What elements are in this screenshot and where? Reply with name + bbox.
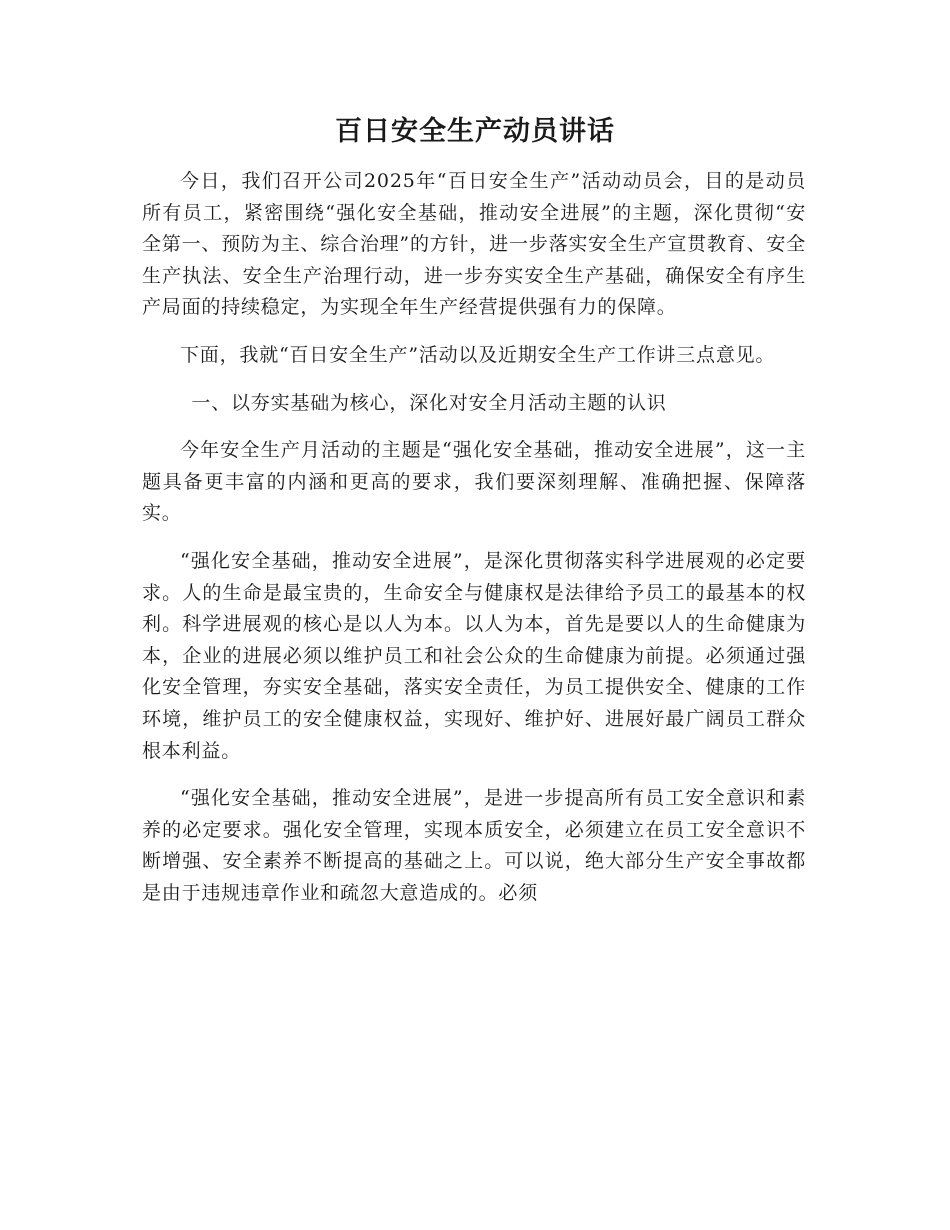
document-title: 百日安全生产动员讲话 [335,116,615,147]
paragraph-scientific-development: “强化安全基础，推动安全进展”，是深化贯彻落实科学进展观的必定要求。人的生命是最宝贵的，生命安全与健康权是法律给予员工的最基本的权利。科学进展观的核心是以人为本。以人为本，首先是要以人的生命健康为本，企业的进展必须以维护员工和社会公众的生命健康为前提。必须通过强化安全管理，夯实安全基础，落实安全责任，为员工提供安全、健康的工作环境，维护员工的安全健康权益，实现好、维护好、进展好最广阔员工群众根本利益。 [142,549,806,762]
paragraph-safety-awareness: “强化安全基础，推动安全进展”，是进一步提高所有员工安全意识和素养的必定要求。强化安全管理，实现本质安全，必须建立在员工安全意识不断增强、安全素养不断提高的基础之上。可以说，绝大部分生产安全事故都是由于违规违章作业和疏忽大意造成的。必须 [142,787,806,904]
paragraph-theme: 今年安全生产月活动的主题是“强化安全基础，推动安全进展”，这一主题具备更丰富的内涵和更高的要求，我们要深刻理解、准确把握、保障落实。 [142,439,806,525]
document-body [142,166,806,925]
section-heading-1: 一、以夯实基础为核心，深化对安全月活动主题的认识 [191,391,667,414]
paragraph-intro: 今日，我们召开公司2025年“百日安全生产”活动动员会，目的是动员所有员工，紧密围绕“强化安全基础，推动安全进展”的主题，深化贯彻“安全第一、预防为主、综合治理”的方针，进一步落实安全生产宣贯教育、安全生产执法、安全生产治理行动，进一步夯实安全生产基础，确保安全有序生产局面的持续稳定，为实现全年生产经营提供强有力的保障。 [142,170,806,319]
paragraph-outline: 下面，我就“百日安全生产”活动以及近期安全生产工作讲三点意见。 [180,343,776,366]
